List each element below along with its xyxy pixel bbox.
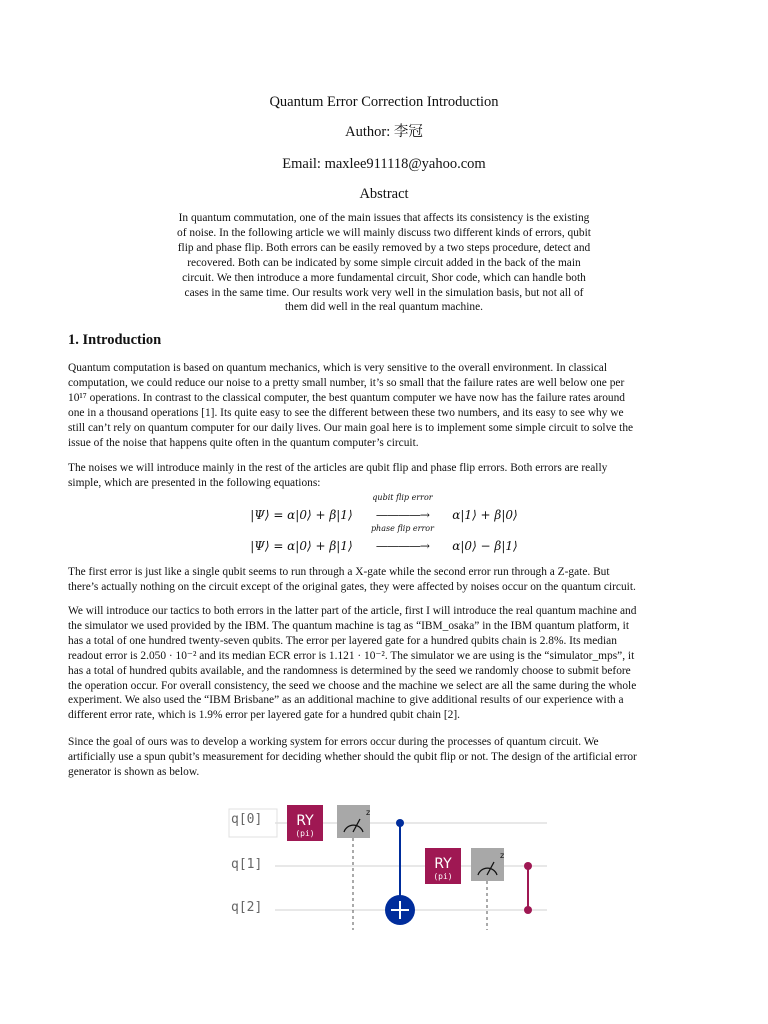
abstract-body: [150, 211, 618, 315]
abstract-line: circuit. We then introduce a more fundamental circuit, Shor code, which can handle both: [182, 271, 586, 284]
paper-title: Quantum Error Correction Introduction: [269, 94, 499, 110]
measure-basis-label: z: [500, 851, 505, 860]
abstract-heading: Abstract: [359, 186, 409, 202]
text-line: still can’t rely on quantum computer for our daily lives. Our main goal here is to implement some simple circuit to solve the: [68, 421, 634, 434]
text-line: the operation occur. For overall consistency, the seed we choose and the machine we select are all the same during the whole: [68, 679, 637, 692]
abstract-line: In quantum commutation, one of the main issues that affects its consistency is the existing: [178, 212, 590, 224]
abstract-line: cases in the same time. Our results work very well in the simulation basis, but not all of: [184, 286, 584, 299]
qubit-label-frame: [229, 809, 277, 837]
text-line: experiment. We also used the “IBM Brisbane” as an additional machine to give additional results of our experience with a: [68, 694, 624, 707]
cz-dot: [524, 906, 532, 914]
text-line: simple, which are presented in the following equations:: [68, 476, 321, 489]
measure-basis-label: z: [366, 808, 371, 817]
text-line: different error rate, which is 1.9% error per layered gate for a hundred qubit chain [2].: [68, 709, 460, 722]
arrow-icon: ————→: [375, 508, 429, 522]
author-line: Author: 李冠: [345, 124, 423, 140]
ry-gate-label: RY: [296, 813, 314, 829]
text-line: 10¹⁷ operations. In contrast to the classical computer, the best quantum computer we have now has the failure rates around: [68, 391, 625, 404]
email-line: Email: maxlee911118@yahoo.com: [282, 156, 486, 172]
equation-rhs: α|1⟩ + β|0⟩: [452, 508, 518, 522]
ry-gate-param: (pi): [433, 872, 453, 881]
equation-lhs: |Ψ⟩ = α|0⟩ + β|1⟩: [250, 508, 353, 522]
text-line: Since the goal of ours was to develop a working system for errors occur during the processes of quantum circuit. We: [68, 736, 599, 748]
text-line: computation, we could reduce our noise to a pretty small number, it’s so small that the failure rates are well below one per: [68, 376, 625, 389]
ry-gate-label: RY: [434, 856, 452, 872]
abstract-line: them did well in the real quantum machine.: [284, 301, 483, 314]
equation-lhs: |Ψ⟩ = α|0⟩ + β|1⟩: [250, 539, 353, 553]
text-line: We will introduce our tactics to both errors in the latter part of the article, first I will introduce the real quantum machine and: [68, 605, 637, 617]
qubit-label: q[0]: [231, 812, 263, 827]
text-line: The first error is just like a single qubit seems to run through a X-gate while the second error run through a Z-gate. But: [68, 566, 610, 578]
text-line: has a total of one hundred twenty-seven qubits. The error per layered gate for a hundred qubits chain is 2.8%. Its median: [68, 634, 617, 647]
equation-rhs: α|0⟩ − β|1⟩: [452, 539, 518, 553]
text-line: has a total of hundred qubits available, and the randomness is determined by the seed we randomly choose to submit before: [68, 664, 631, 677]
text-line: generator is shown as below.: [68, 765, 200, 778]
text-line: The noises we will introduce mainly in the rest of the articles are qubit flip and phase flip errors. Both errors are really: [68, 462, 608, 474]
qubit-label: q[2]: [231, 900, 263, 915]
ry-gate-param: (pi): [295, 829, 315, 838]
text-line: the simulator we used provided by the IBM. The quantum machine is tag as “IBM_osaka” in the IBM quantum platform, it: [68, 619, 629, 632]
abstract-line: recovered. Both can be indicated by some simple circuit added in the back of the main: [187, 256, 581, 269]
equation-arrow-label: phase flip error: [370, 524, 434, 533]
equation-arrow-label: qubit flip error: [372, 493, 433, 502]
qubit-label: q[1]: [231, 857, 263, 872]
abstract-line: of noise. In the following article we will mainly discuss two different kinds of errors, qubit: [177, 226, 591, 239]
paragraph-1: [68, 361, 700, 450]
paragraph-4: [68, 604, 700, 723]
paragraph-5: [68, 735, 700, 780]
text-line: there’s actually nothing on the circuit except of the original gates, they were affected by noises occur on the quantum circuit.: [68, 580, 636, 593]
equation-arrow: [356, 524, 448, 553]
section-heading: 1. Introduction: [68, 332, 162, 348]
error-generator-circuit: [225, 800, 555, 935]
paragraph-3: [68, 565, 700, 595]
paragraph-2: [68, 461, 700, 491]
text-line: readout error is 2.050 · 10⁻² and its median ECR error is 1.121 · 10⁻². The simulator we are using is the “simulator_mps”, it: [68, 649, 635, 662]
cx-control-dot: [396, 819, 404, 827]
text-line: Quantum computation is based on quantum mechanics, which is very sensitive to the overall environment. In classical: [68, 362, 608, 374]
abstract-line: flip and phase flip. Both errors can be easily removed by a two steps procedure, detect and: [177, 241, 591, 254]
text-line: issue of the noise that happens quite often in the quantum computer’s circuit.: [68, 436, 419, 449]
cz-dot: [524, 862, 532, 870]
equation-qubit-flip: [0, 493, 768, 522]
arrow-icon: ————→: [375, 539, 429, 553]
text-line: one in a thousand operations [1]. Its quite easy to see the different between these two numbers, and its easy to see why we: [68, 406, 624, 419]
circuit-diagram: [225, 800, 555, 935]
equation-arrow: [356, 493, 448, 522]
equation-phase-flip: [0, 524, 768, 553]
text-line: artificially use a spun qubit’s measurement for deciding whether should the qubit flip or not. The design of the artificial error: [68, 750, 637, 763]
